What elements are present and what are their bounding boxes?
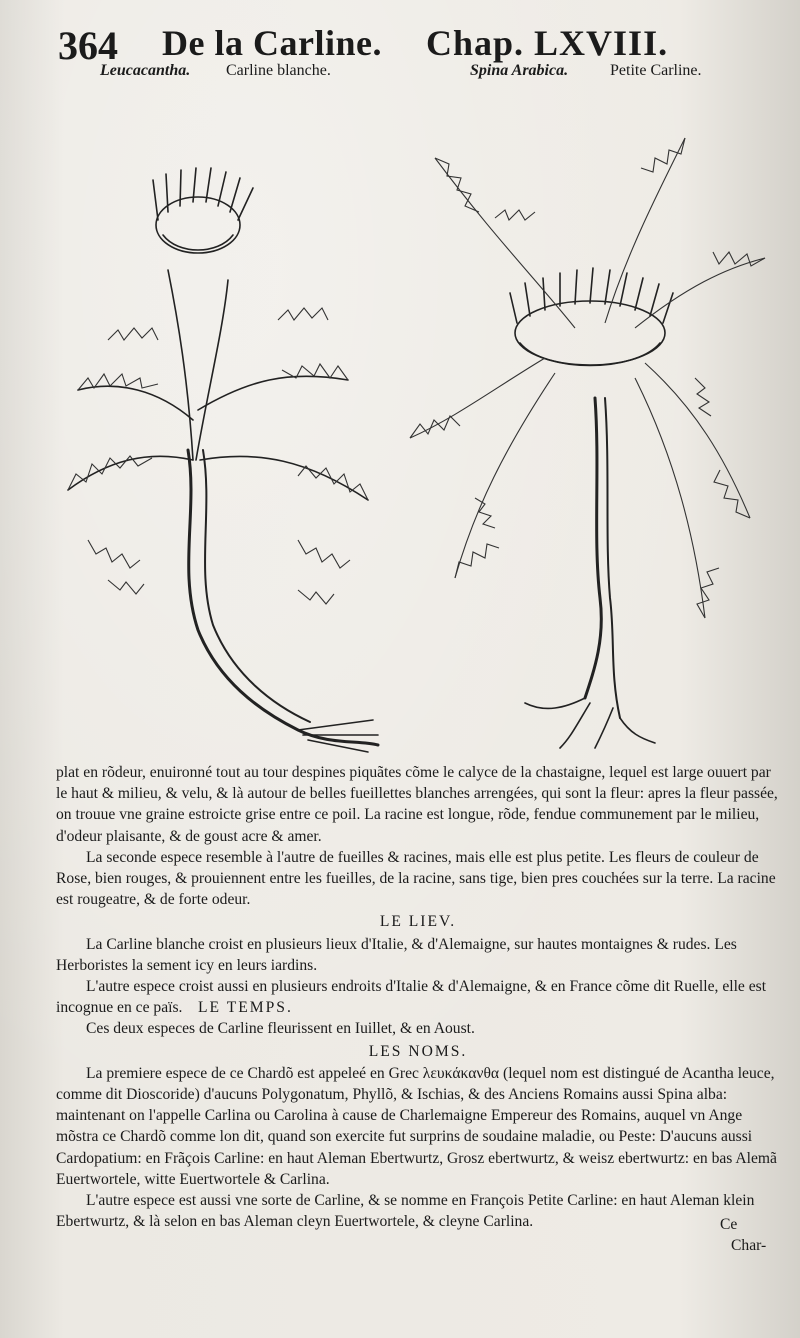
chapter-heading: Chap. LXVIII. xyxy=(426,23,669,63)
continuation-word: Ce xyxy=(720,1216,738,1233)
caption-right-latin: Spina Arabica. xyxy=(470,62,569,79)
page-number: 364 xyxy=(58,23,118,68)
paragraph-lieu-2-text: L'autre espece croist aussi en plusieurs endroits d'Italie & d'Alemaigne, & en France cõme dit Ruelle, elle est incognue en ce païs. xyxy=(56,978,767,1017)
paragraph-temps: Ces deux especes de Carline fleurissent en Iuillet, & en Aoust. xyxy=(86,1020,475,1038)
body-text xyxy=(56,762,780,1232)
catchword: Char- xyxy=(731,1237,767,1254)
paragraph-lieu-1: La Carline blanche croist en plusieurs lieux d'Italie, & d'Alemaigne, sur hautes montaignes & rudes. Les Herboristes la sement icy en leurs iardins. xyxy=(56,935,737,974)
paragraph-noms-2: L'autre espece est aussi vne sorte de Carline, & se nomme en François Petite Carline: en haut Aleman klein Ebertwurtz, & là selon en bas Aleman cleyn Euertwortele, & cleyne Carlina. xyxy=(56,1192,755,1231)
paragraph-second-species: La seconde espece resemble à l'autre de fueilles & racines, mais elle est plus petite. Les fleurs de couleur de Rose, bien rouges, & prouiennent entre les fueilles, de la racine, sans tige, bien pres couchées sur la terre. La racine est rougeatre, & de forte odeur. xyxy=(56,848,776,909)
section-heading-noms: LES NOMS. xyxy=(368,1042,468,1060)
section-heading-lieu: LE LIEV. xyxy=(379,913,457,931)
caption-left-french: Carline blanche. xyxy=(226,62,331,79)
petite-carline-illustration xyxy=(395,118,775,758)
paragraph-noms-1: La premiere espece de ce Chardõ est appeleé en Grec λευκάκανθα (lequel nom est distingué de Acantha leuce, comme dit Dioscoride) d'aucuns Polygonatum, Phyllõ, & Ischias, & des Anciens Romains aussi Spina alba: maintenant on l'appelle Carlina ou Carolina à cause de Charlemaigne Empereur des Romains, auquel vn Ange mõstra ce Chardõ comme lon dit, quand son exercite fut surprins de soudaine maladie, ou Peste: D'aucuns aussi Cardopatium: en Frãçois Carline: en haut Aleman Ebertwurtz, Grosz ebertwurtz, & weisz ebertwurtz: en bas Alemã Euertwortele, witte Euertwortele & Carlina. xyxy=(56,1064,777,1188)
caption-left-latin: Leucacantha. xyxy=(100,62,191,79)
section-heading-temps: LE TEMPS. xyxy=(198,999,293,1017)
caption-right-french: Petite Carline. xyxy=(610,62,702,79)
paragraph-description: plat en rõdeur, enuironné tout au tour despines piquãtes cõme le calyce de la chastaigne, lequel est large ouuert par le haut & milieu, & velu, & là autour de belles fueillettes blanches arrengées, qui sont la fleur: apres la fleur passée, on trouue vne graine estroicte grise entre ce poil. La racine est longue, rõde, fendue communement par le milieu, d'odeur plaisante, & de goust acre & amer. xyxy=(56,764,778,845)
running-title: De la Carline. xyxy=(162,23,382,63)
paragraph-lieu-2 xyxy=(56,976,780,1018)
carline-blanche-illustration xyxy=(48,160,398,760)
